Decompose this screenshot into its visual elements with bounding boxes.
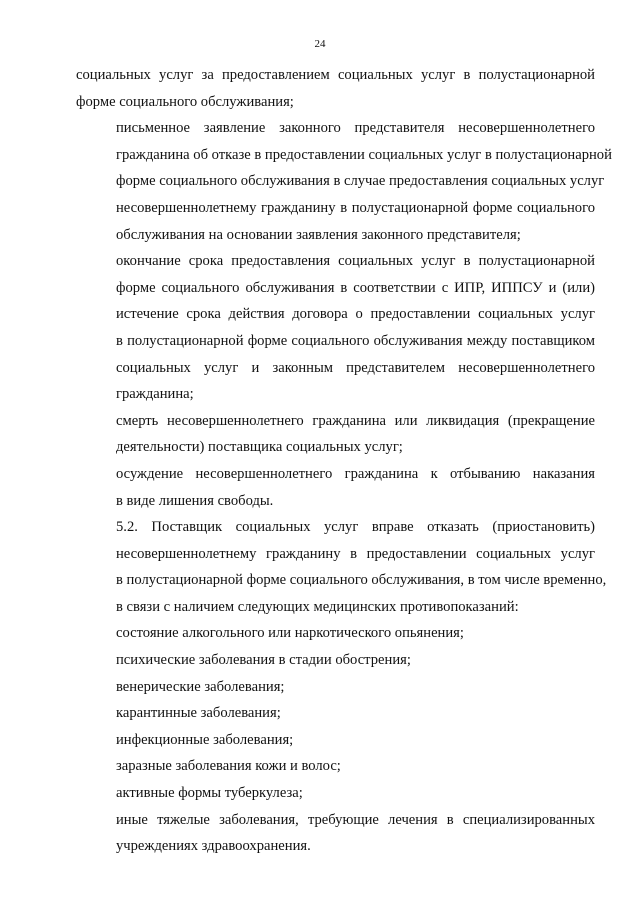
text-line: смерть несовершеннолетнего гражданина или ликвидация (прекращение — [116, 412, 595, 429]
text-line: карантинные заболевания; — [116, 705, 281, 722]
paragraph — [76, 807, 595, 860]
paragraph — [76, 620, 595, 647]
text-line: активные формы туберкулеза; — [116, 785, 303, 802]
text-line: деятельности) поставщика социальных услуг; — [116, 439, 403, 456]
paragraph — [76, 514, 607, 620]
paragraph — [76, 727, 595, 754]
text-line: социальных услуг за предоставлением социальных услуг в полустационарной — [76, 67, 595, 83]
paragraph — [76, 62, 595, 115]
text-line: в виде лишения свободы. — [116, 492, 274, 509]
text-line: несовершеннолетнему гражданину в полустационарной форме социального — [116, 199, 595, 216]
text-line: психические заболевания в стадии обострения; — [116, 652, 411, 669]
text-line: письменное заявление законного представителя несовершеннолетнего — [116, 120, 595, 137]
text-line: форме социального обслуживания в соответствии с ИПР, ИППСУ и (или) — [116, 279, 595, 296]
paragraph — [76, 248, 595, 408]
text-line: окончание срока предоставления социальных услуг в полустационарной — [116, 253, 595, 270]
paragraph — [76, 115, 612, 248]
paragraph — [76, 753, 595, 780]
text-line: иные тяжелые заболевания, требующие лечения в специализированных — [116, 811, 595, 828]
paragraph — [76, 700, 595, 727]
text-line: осуждение несовершеннолетнего гражданина к отбыванию наказания — [116, 465, 595, 482]
text-line: несовершеннолетнему гражданину в предоставлении социальных услуг — [116, 545, 595, 562]
text-line: заразные заболевания кожи и волос; — [116, 758, 341, 775]
text-line: 5.2. Поставщик социальных услуг вправе отказать (приостановить) — [116, 519, 595, 536]
paragraph — [76, 780, 595, 807]
document-body — [76, 62, 612, 860]
text-line: состояние алкогольного или наркотического опьянения; — [116, 625, 464, 642]
text-line: социальных услуг и законным представителем несовершеннолетнего — [116, 359, 595, 376]
text-line: форме социального обслуживания в случае предоставления социальных услуг — [116, 173, 605, 190]
text-line: венерические заболевания; — [116, 678, 285, 695]
text-line: инфекционные заболевания; — [116, 731, 294, 748]
text-line: в полустационарной форме социального обслуживания, в том числе временно, — [116, 572, 607, 589]
text-line: гражданина; — [116, 386, 194, 403]
text-line: в связи с наличием следующих медицинских противопоказаний: — [116, 598, 519, 615]
text-line: форме социального обслуживания; — [76, 93, 294, 110]
paragraph — [76, 408, 595, 461]
paragraph — [76, 461, 595, 514]
text-line: обслуживания на основании заявления законного представителя; — [116, 226, 521, 243]
page-number: 24 — [314, 38, 326, 50]
text-line: истечение срока действия договора о предоставлении социальных услуг — [116, 306, 595, 323]
paragraph — [76, 647, 595, 674]
text-line: в полустационарной форме социального обслуживания между поставщиком — [116, 332, 595, 349]
paragraph — [76, 674, 595, 701]
text-line: гражданина об отказе в предоставлении социальных услуг в полустационарной — [116, 146, 612, 163]
text-line: учреждениях здравоохранения. — [116, 838, 311, 855]
